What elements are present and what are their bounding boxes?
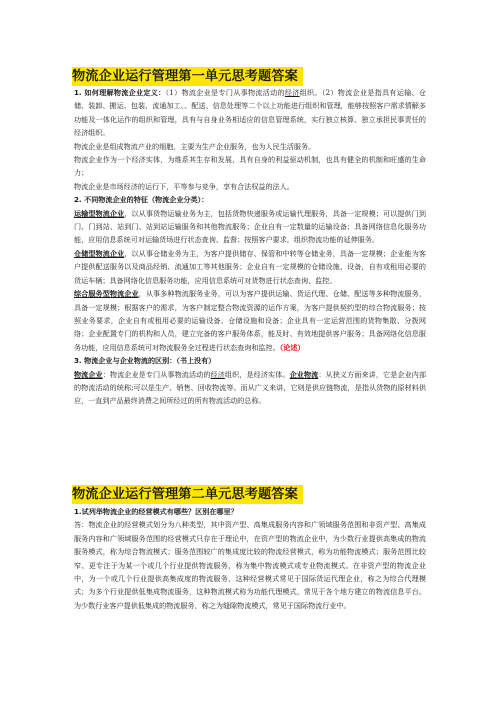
enterprise-logistics-text: ：从狭义方面来讲，它是企业内部的物流活动的统称;可以是生产、销售、回收物流等。而从广义来讲，它则是供应链物流，是指从货物的原材料供应，一直到产品最终消费之间所经过的所有物流活动的总称。 [74, 369, 427, 406]
integrated-type-label: 综合服务型物流企业 [74, 289, 139, 299]
transport-type-text: ，以从事货物运输业务为主，包括货物快递服务或运输代理服务，具备一定规模；可以提供门到门、门到站、站到门、站到站运输服务和其他物流服务；企业自有一定数量的运输设备；具备网络信息化服务功能，应用信息系统可对运输货场进行状态查询、监督；按照客户要求，组织物流功能的延伸服务。 [74, 208, 427, 245]
q1-text-c: 组织。（2）物流企业是指具有运输、仓储、装卸、搬运、包装、流通加工、、配送、信息处理等二个以上功能进行组织和管理，能够按照客户需求情解多功能及一体化运作的组织和管理，具有与自身业务相适应的信息管理系统，实行独立核算、独立承担民事责任的经济组织。 [74, 88, 426, 138]
logistics-enterprise-text-b: 经济 [210, 369, 225, 379]
q1-text-b: 经济 [284, 88, 300, 97]
q1-text-a: （1）物流企业是专门从事物流活动的 [165, 88, 285, 97]
transport-type-paragraph [74, 207, 426, 247]
section2-q1-answer: 答：物流企业的经营模式划分为八种类型，其中资产型、高集成服务内容和广领域服务范围和非资产型、高集成服务内容和广领域服务范围的经营模式只存在于理论中，在资产型的物流企业中，为少数行业提供高集成的物流服务模式，称为综合物流模式；服务范围较广的集成度比较的物流经营模式，称为功能物流模式；服务范围比较窄、更专注于为某一个或几个行业提供物流服务，称为集中物流模式或专业物流模式。在非资产型的物流企业中，为一个或几个行业提供高集成度的物流服务，这种经营模式常见于国际货运代理企业，称之为综合代理模式；为多个行业提供低集成物流服务，这种物流模式称为功能代理模式，常见于各个地方建立的物流信息平台。为少数行业客户提供低集成的物流服务，称之为缝隙物流模式，常见于国际物流行业中。 [74, 520, 426, 610]
paragraph-3: 物流企业作为一个经济实体，为维系其生存和发展，具有自身的利益驱动机制，也具有健全的机制和旺盛的生命力； [74, 155, 426, 178]
paragraph-4: 物流企业是市场经济的运行下，平等参与竞争，享有合法权益的法人。 [74, 181, 294, 191]
transport-type-label: 运输型物流企业 [74, 208, 125, 218]
essay-note: （论述） [279, 342, 305, 352]
logistics-enterprise-text-a: ：物流企业是专门从事物流活动的 [102, 369, 211, 379]
q2-heading: 2. 不同物流企业的特征（物流企业分类）： [74, 195, 209, 205]
storage-type-label: 仓储型物流企业 [74, 248, 125, 258]
q1-paragraph [74, 86, 426, 140]
integrated-type-text: ，从事多种物流服务业务，可以为客户提供运输、货运代理、仓储、配送等多种物流服务，具备一定规模；根据客户的需求，为客户制定整合物流资源的运作方案，为客户提供契约型的综合物流服务；按照业务要求，企业自有或租用必要的运输设备、仓储设施和设备；企业具有一定运营范围的货物集散、分拨网络；企业配置专门的机构和人员，建立完备的客户服务体系，能及时、有效地提供客户服务；具备网络化信息服务功能，应用信息系统可对物流服务全过程进行状态查询和监控。 [74, 289, 426, 352]
q1-label: 1. 如何理解物流企业定义： [74, 88, 166, 97]
q3-paragraph [74, 368, 426, 408]
paragraph-2: 物流企业是组成物流产业的细胞，主要为生产企业服务，也为人民生活服务。 [74, 141, 316, 151]
section1-body [74, 86, 426, 408]
enterprise-logistics-label: 企业物流 [289, 369, 319, 379]
integrated-type-paragraph [74, 287, 426, 354]
section1-title: 物流企业运行管理第一单元思考题答案 [72, 67, 303, 86]
logistics-enterprise-label: 物流企业 [74, 369, 103, 379]
storage-type-text: ，以从事仓储业务为主，为客户提供储存、保管和中转等仓储业务，具备一定规模；企业能为客户提供配送服务以及商品经销、流通加工等其他服务；企业自有一定规模的仓储设施、设备，自有或租用必要的货运车辆；具备网络化信息服务功能，应用信息系统可对货物进行状态查询、监控。 [74, 248, 427, 285]
section2-title: 物流企业运行管理第二单元思考题答案 [72, 485, 303, 504]
section2-body [74, 505, 426, 612]
storage-type-paragraph [74, 247, 426, 287]
q3-heading: 3. 物流企业与企业物流的区别：（书上没有） [74, 356, 216, 366]
section2-q1-heading: 1.试列举物流企业的经营模式有哪些？区别在哪里？ [74, 507, 238, 516]
logistics-enterprise-text-c: 组织，是经济实体。 [224, 369, 290, 379]
